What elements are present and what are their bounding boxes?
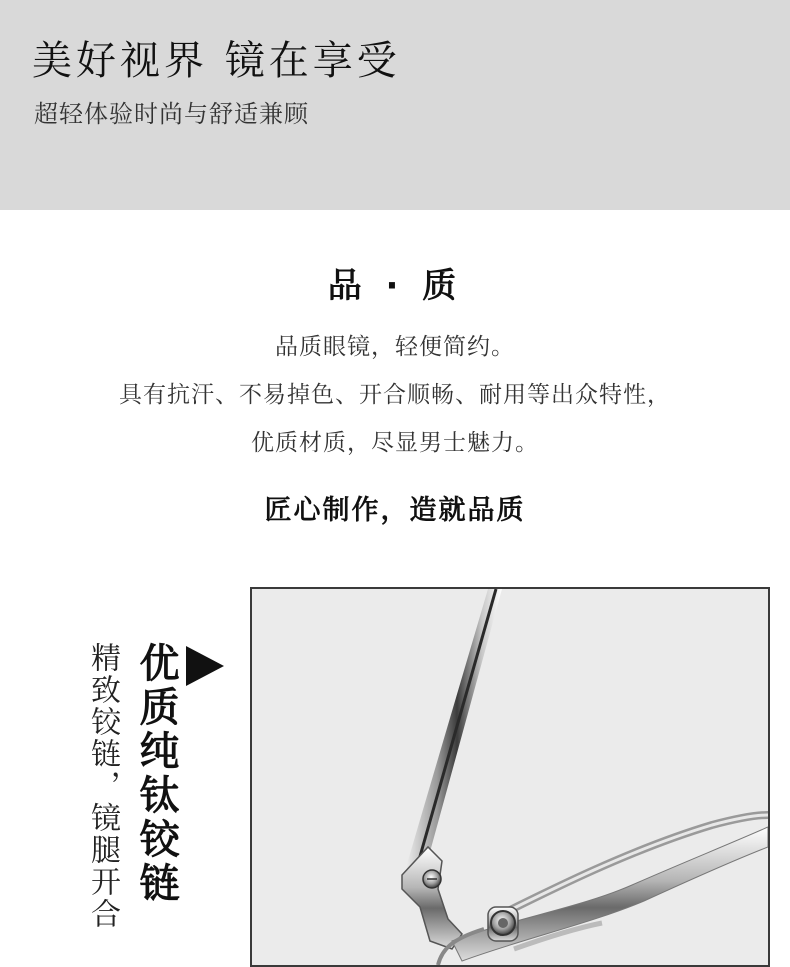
quality-description-line: 具有抗汗、不易掉色、开合顺畅、耐用等出众特性， (119, 382, 671, 408)
quality-heading: 品 · 质 (327, 266, 463, 306)
hero-title: 美好视界 镜在享受 (32, 38, 401, 84)
quality-description-line: 品质眼镜，轻便简约。 (275, 334, 515, 360)
quality-tagline: 匠心制作，造就品质 (264, 495, 526, 526)
triangle-right-icon (186, 646, 224, 686)
feature-title: 优质纯钛铰链 (133, 642, 179, 906)
feature-description: 精致铰链，镜腿开合 (85, 642, 120, 930)
quality-section (0, 210, 790, 570)
glasses-hinge-illustration (252, 589, 768, 965)
hero-subtitle: 超轻体验时尚与舒适兼顾 (34, 100, 309, 128)
hinge-product-photo (250, 587, 770, 967)
hero-banner (0, 0, 790, 210)
quality-description-line: 优质材质，尽显男士魅力。 (251, 430, 539, 456)
